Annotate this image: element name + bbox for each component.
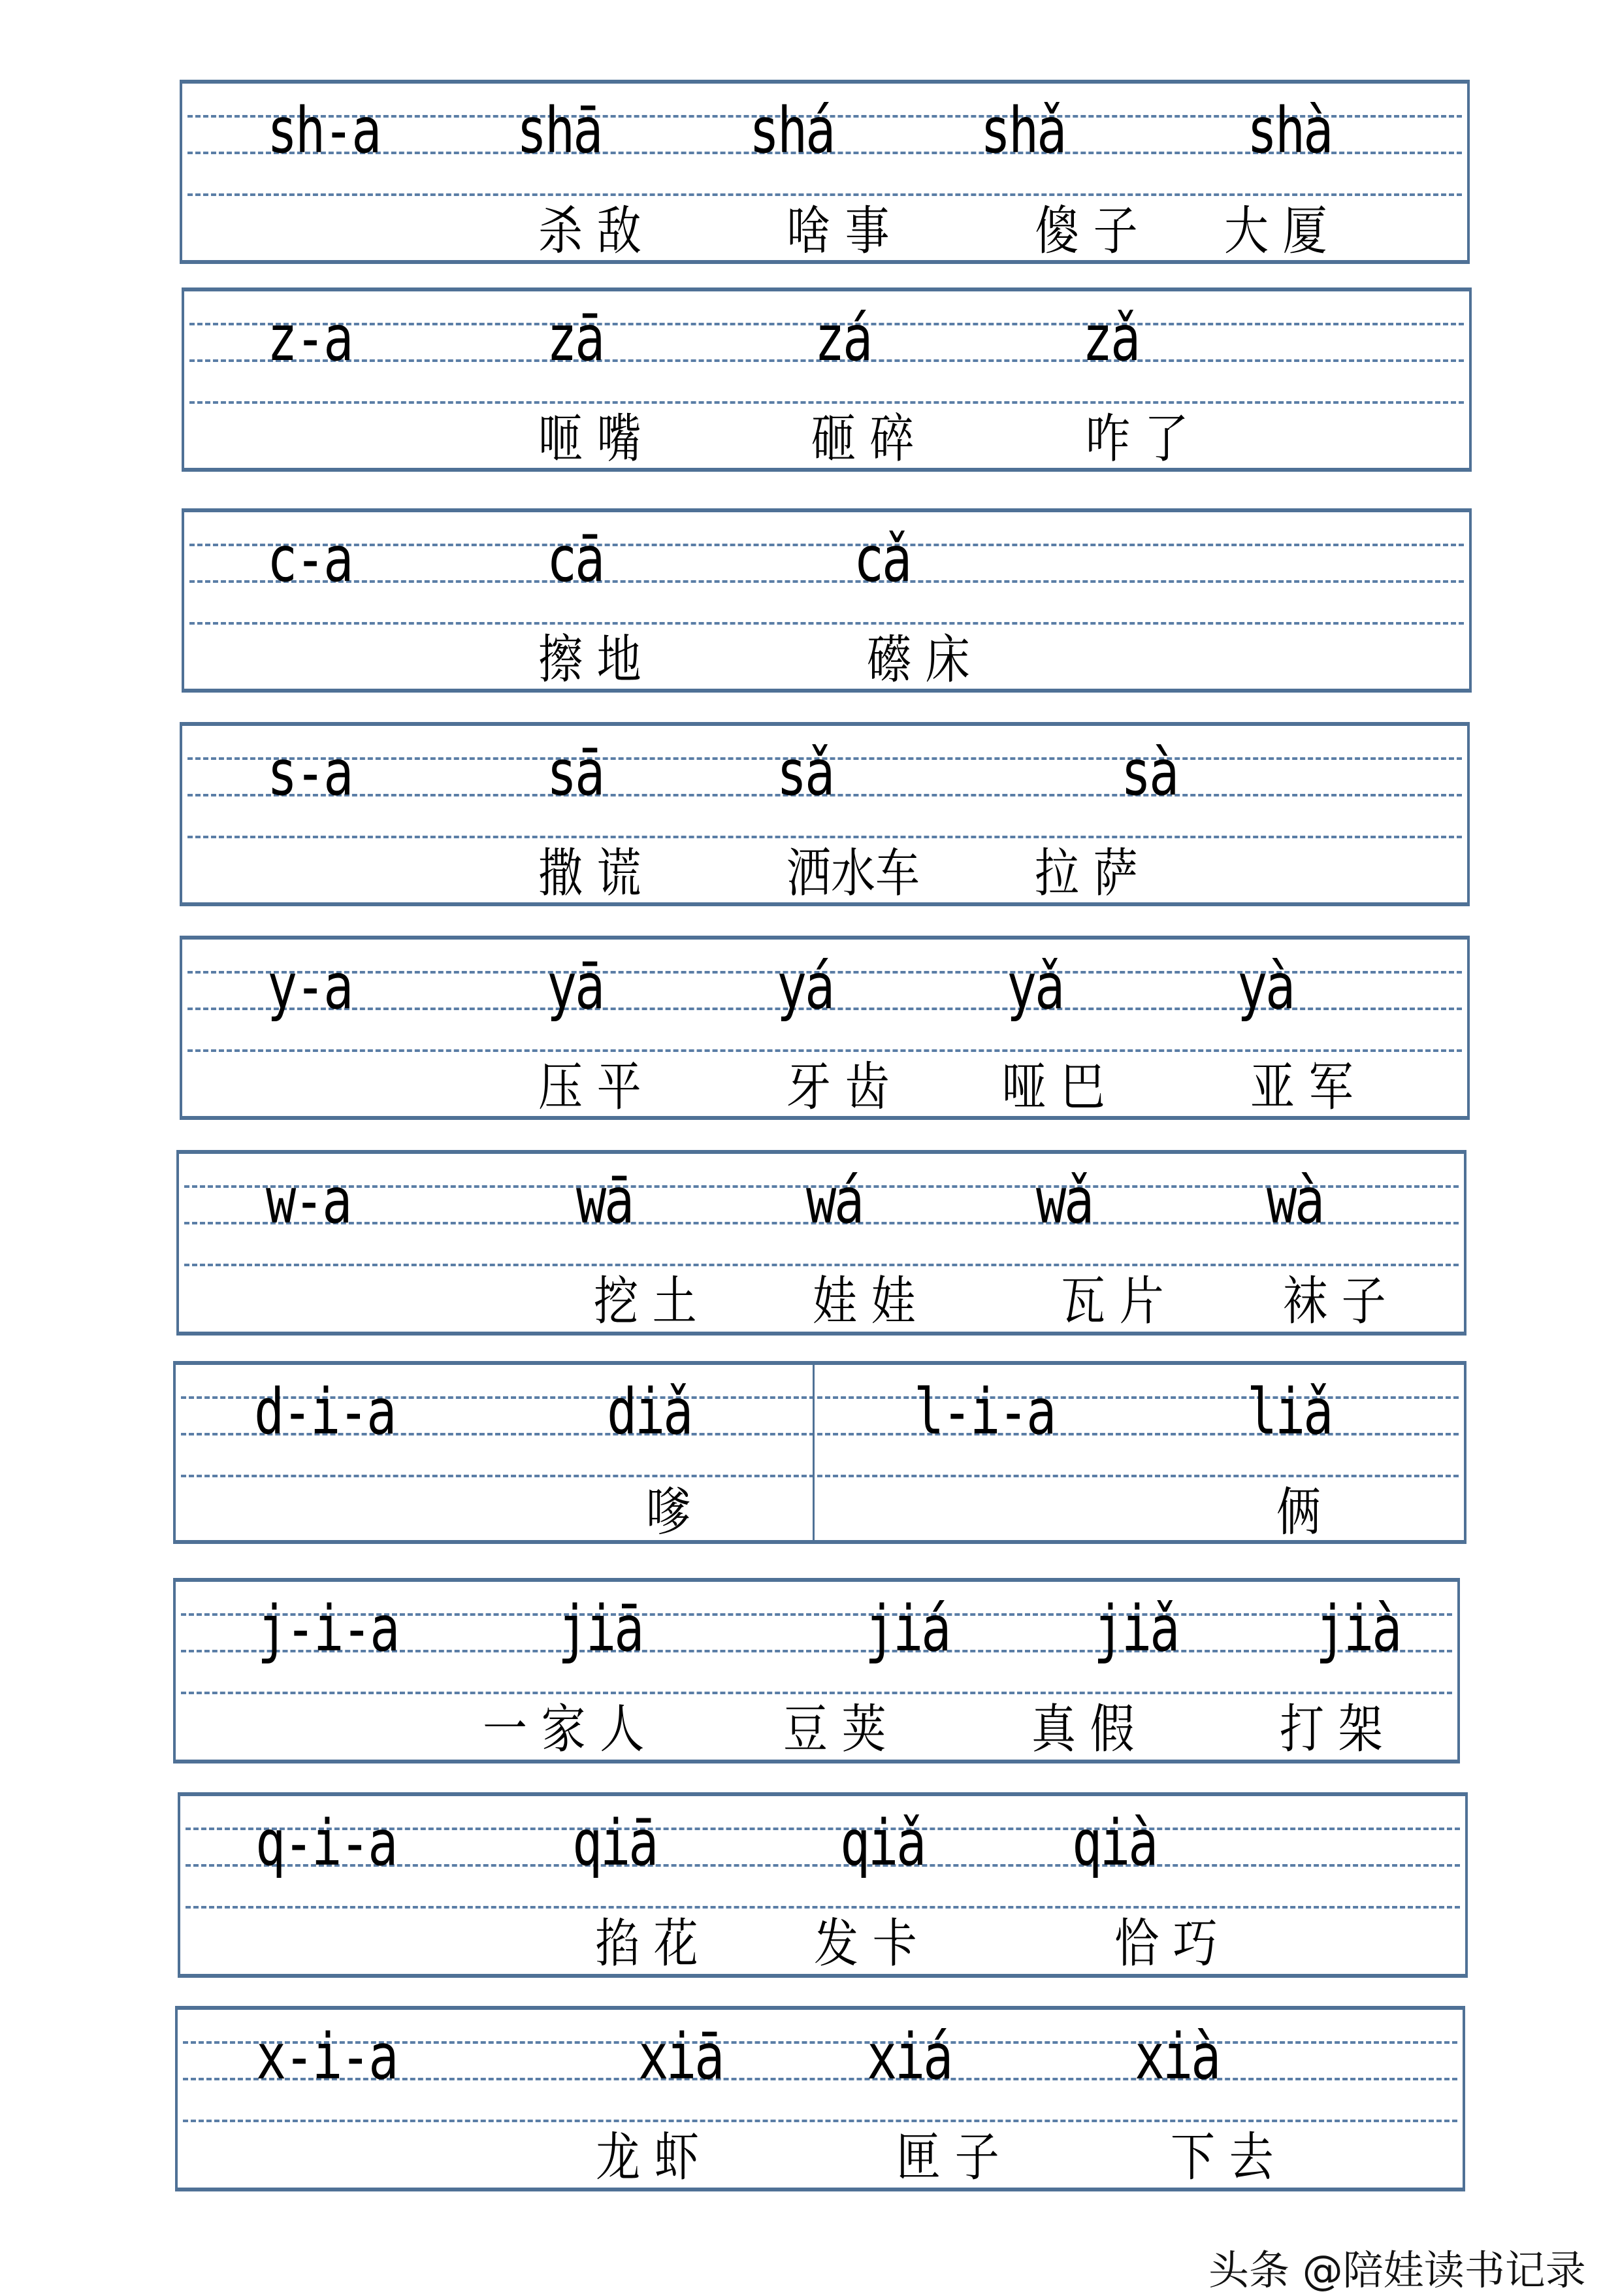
example-word: 豆 荚: [783, 1699, 886, 1760]
syllable: diǎ: [607, 1375, 692, 1449]
guide-line: [189, 544, 1464, 546]
example-word: 嗲: [646, 1482, 690, 1543]
example-word: 牙 齿: [786, 1057, 890, 1117]
syllable: wǎ: [1036, 1164, 1093, 1238]
example-word: 擦 地: [538, 629, 641, 690]
syllable: yá: [777, 950, 834, 1023]
guide-line: [186, 1906, 1460, 1909]
syllable: xiá: [867, 2020, 952, 2093]
example-word: 撒 谎: [538, 843, 641, 904]
example-word: 瓦 片: [1061, 1271, 1164, 1332]
guide-line: [189, 622, 1464, 625]
example-word: 下 去: [1171, 2127, 1274, 2188]
syllable: yā: [547, 950, 604, 1023]
guide-line: [181, 1692, 1452, 1694]
syllable: shǎ: [980, 94, 1065, 167]
syllable: yǎ: [1007, 950, 1063, 1023]
example-word: 咋 了: [1086, 408, 1189, 469]
spelling-label: q-i-a: [255, 1807, 397, 1880]
syllable: wá: [806, 1164, 863, 1238]
guide-line: [187, 1049, 1462, 1052]
syllable: qiā: [572, 1807, 657, 1880]
syllable: xiā: [638, 2020, 723, 2093]
pinyin-card-dia-lia: [173, 1361, 1466, 1544]
syllable: cǎ: [854, 523, 911, 596]
example-word: 洒水车: [786, 843, 920, 904]
syllable: qià: [1072, 1807, 1157, 1880]
pinyin-card-sa: [180, 722, 1470, 906]
guide-line: [181, 1475, 1459, 1477]
example-word: 打 架: [1280, 1699, 1383, 1760]
spelling-label: s-a: [267, 736, 352, 810]
spelling-label: l-i-a: [914, 1375, 1055, 1449]
syllable: wā: [576, 1164, 633, 1238]
example-word: 亚 军: [1250, 1057, 1353, 1117]
guide-line: [184, 1264, 1459, 1266]
syllable: shà: [1247, 94, 1332, 167]
example-word: 匣 子: [896, 2127, 999, 2188]
spelling-label: z-a: [267, 302, 352, 375]
spelling-label: j-i-a: [257, 1592, 398, 1665]
column-divider: [813, 1365, 815, 1540]
syllable: yà: [1237, 950, 1294, 1023]
example-word: 真 假: [1031, 1699, 1135, 1760]
spelling-label: d-i-a: [254, 1375, 395, 1449]
example-word: 掐 花: [595, 1913, 698, 1974]
pinyin-card-wa: [176, 1150, 1466, 1336]
syllable: jiǎ: [1094, 1592, 1178, 1665]
pinyin-card-za: [182, 287, 1472, 472]
syllable: shā: [517, 94, 602, 167]
guide-line: [189, 401, 1464, 404]
example-word: 恰 巧: [1114, 1913, 1218, 1974]
example-word: 哑 巴: [1002, 1057, 1105, 1117]
spelling-label: y-a: [267, 950, 352, 1023]
example-word: 发 卡: [814, 1913, 917, 1974]
syllable: zá: [815, 302, 871, 375]
syllable: cā: [547, 523, 604, 596]
pinyin-card-jia: [173, 1578, 1460, 1763]
syllable: zǎ: [1082, 302, 1139, 375]
syllable: wà: [1267, 1164, 1323, 1238]
example-word: 压 平: [538, 1057, 641, 1117]
example-word: 杀 敌: [538, 201, 641, 261]
watermark: 头条 @陪娃读书记录: [1208, 2246, 1586, 2294]
example-word: 啥 事: [786, 201, 890, 261]
pinyin-card-ca: [182, 508, 1472, 693]
guide-line: [183, 2120, 1457, 2122]
syllable: jiā: [558, 1592, 643, 1665]
example-word: 俩: [1276, 1482, 1321, 1543]
example-word: 挖 土: [594, 1271, 697, 1332]
guide-line: [189, 580, 1464, 583]
example-word: 一 家 人: [483, 1699, 645, 1760]
example-word: 拉 萨: [1035, 843, 1138, 904]
spelling-label: w-a: [266, 1164, 351, 1238]
example-word: 砸 碎: [811, 408, 915, 469]
pinyin-card-xia: [175, 2006, 1465, 2191]
example-word: 娃 娃: [813, 1271, 916, 1332]
syllable: liǎ: [1247, 1375, 1332, 1449]
spelling-label: x-i-a: [256, 2020, 397, 2093]
syllable: sà: [1121, 736, 1178, 810]
spelling-label: c-a: [267, 523, 352, 596]
guide-line: [187, 193, 1462, 196]
pinyin-card-qia: [178, 1792, 1468, 1978]
example-word: 龙 虾: [596, 2127, 699, 2188]
pinyin-card-ya: [180, 936, 1470, 1120]
syllable: sā: [547, 736, 604, 810]
syllable: jià: [1316, 1592, 1401, 1665]
syllable: shá: [749, 94, 834, 167]
example-word: 咂 嘴: [538, 408, 641, 469]
example-word: 袜 子: [1283, 1271, 1386, 1332]
syllable: jiá: [865, 1592, 950, 1665]
example-word: 大 厦: [1224, 201, 1327, 261]
guide-line: [187, 836, 1462, 838]
example-word: 傻 子: [1035, 201, 1138, 261]
syllable: qiǎ: [840, 1807, 925, 1880]
syllable: zā: [547, 302, 604, 375]
example-word: 礤 床: [867, 629, 970, 690]
spelling-label: sh-a: [267, 94, 380, 167]
syllable: xià: [1135, 2020, 1220, 2093]
pinyin-card-sha: [180, 80, 1470, 264]
syllable: sǎ: [777, 736, 834, 810]
